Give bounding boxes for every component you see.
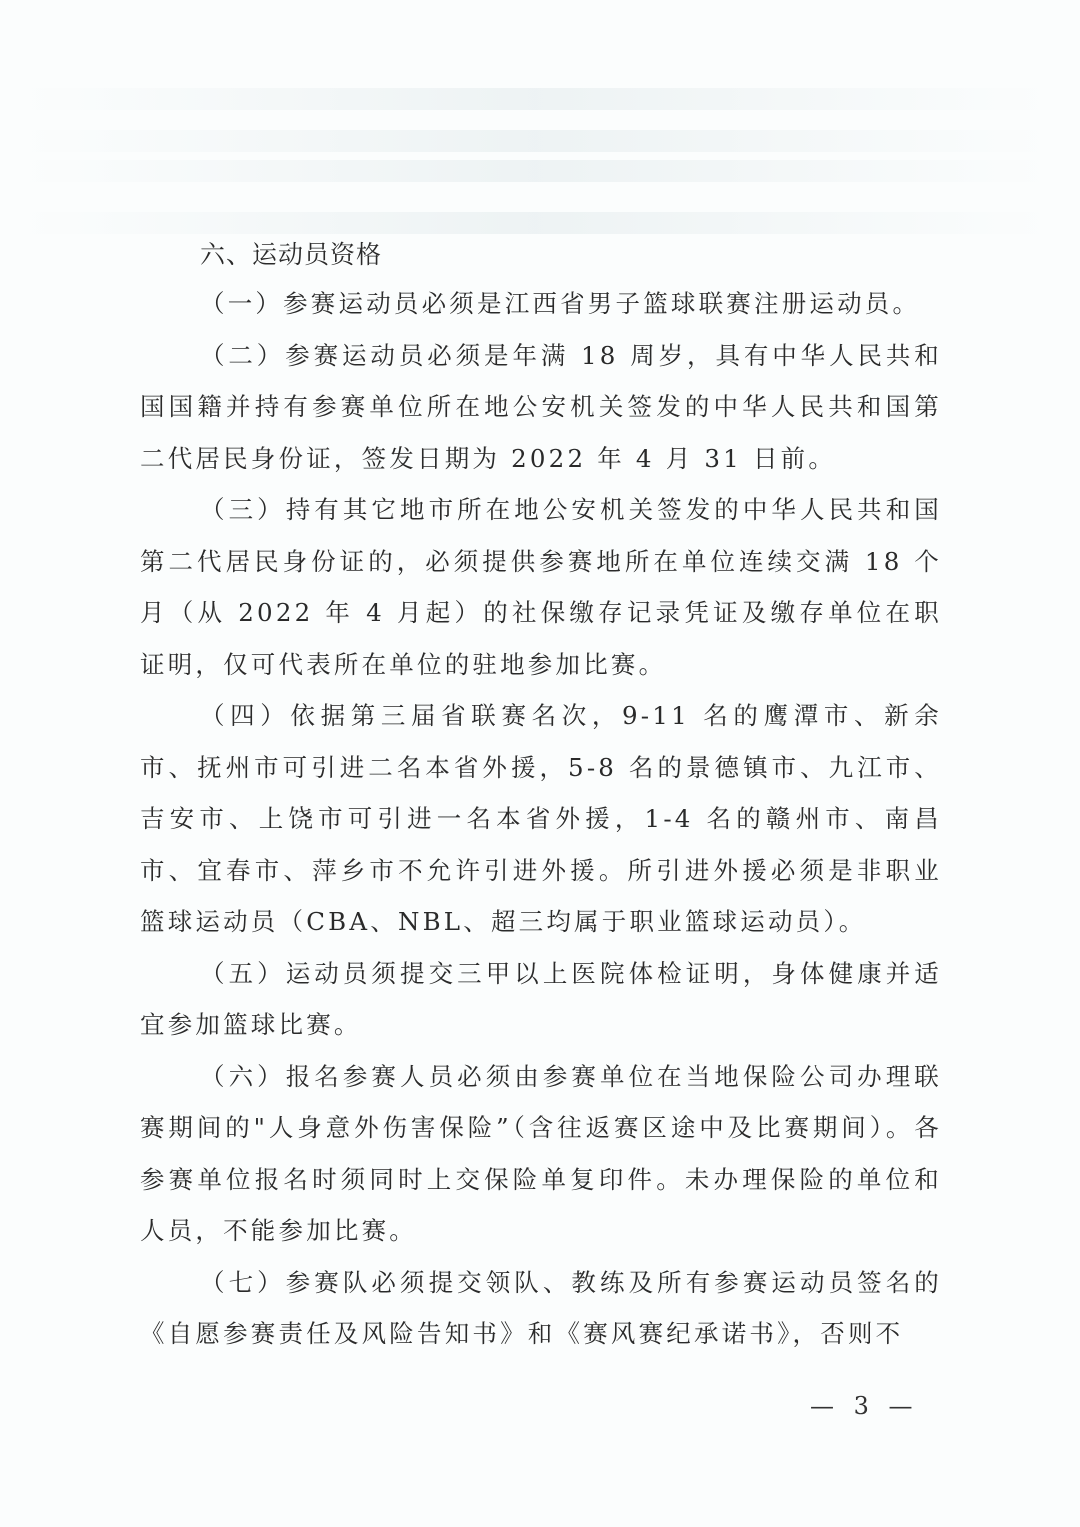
paragraph-1: （一）参赛运动员必须是江西省男子篮球联赛注册运动员。 xyxy=(200,289,921,318)
paragraph-3: （三）持有其它地市所在地公安机关签发的中华人民共和国第二代居民身份证的，必须提供参赛地所在单位连续交满 18 个月（从 2022 年 4 月起）的社保缴存记录凭证及缴存单位在职证明，仅可代表所在单位的驻地参加比赛。 xyxy=(140,495,942,679)
paragraph-2: （二）参赛运动员必须是年满 18 周岁，具有中华人民共和国国籍并持有参赛单位所在地公安机关签发的中华人民共和国第二代居民身份证，签发日期为 2022 年 4 月 31 日前。 xyxy=(140,340,942,473)
paragraph-7: （七）参赛队必须提交领队、教练及所有参赛运动员签名的《自愿参赛责任及风险告知书》和《赛风赛纪承诺书》，否则不 xyxy=(140,1267,942,1348)
scan-bleed-through xyxy=(20,88,1050,110)
paragraph-4: （四）依据第三届省联赛名次，9-11 名的鹰潭市、新余市、抚州市可引进二名本省外援，5-8 名的景德镇市、九江市、吉安市、上饶市可引进一名本省外援，1-4 名的赣州市、南昌市、宜春市、萍乡市不允许引进外援。所引进外援必须是非职业篮球运动员（CBA、NBL、超三均属于职业篮球运动员）。 xyxy=(140,701,942,936)
section-heading: 六、运动员资格 xyxy=(200,240,383,269)
document-body xyxy=(140,232,942,1360)
paragraph-5: （五）运动员须提交三甲以上医院体检证明，身体健康并适宜参加篮球比赛。 xyxy=(140,958,942,1039)
scan-bleed-through xyxy=(20,160,1050,182)
page-number: — 3 — xyxy=(810,1392,919,1420)
scan-bleed-through xyxy=(20,212,1050,234)
scan-bleed-through xyxy=(20,130,1050,152)
paragraph-6: （六）报名参赛人员必须由参赛单位在当地保险公司办理联赛期间的"人身意外伤害保险”（含往返赛区途中及比赛期间）。各参赛单位报名时须同时上交保险单复印件。未办理保险的单位和人员，不能参加比赛。 xyxy=(140,1061,942,1245)
